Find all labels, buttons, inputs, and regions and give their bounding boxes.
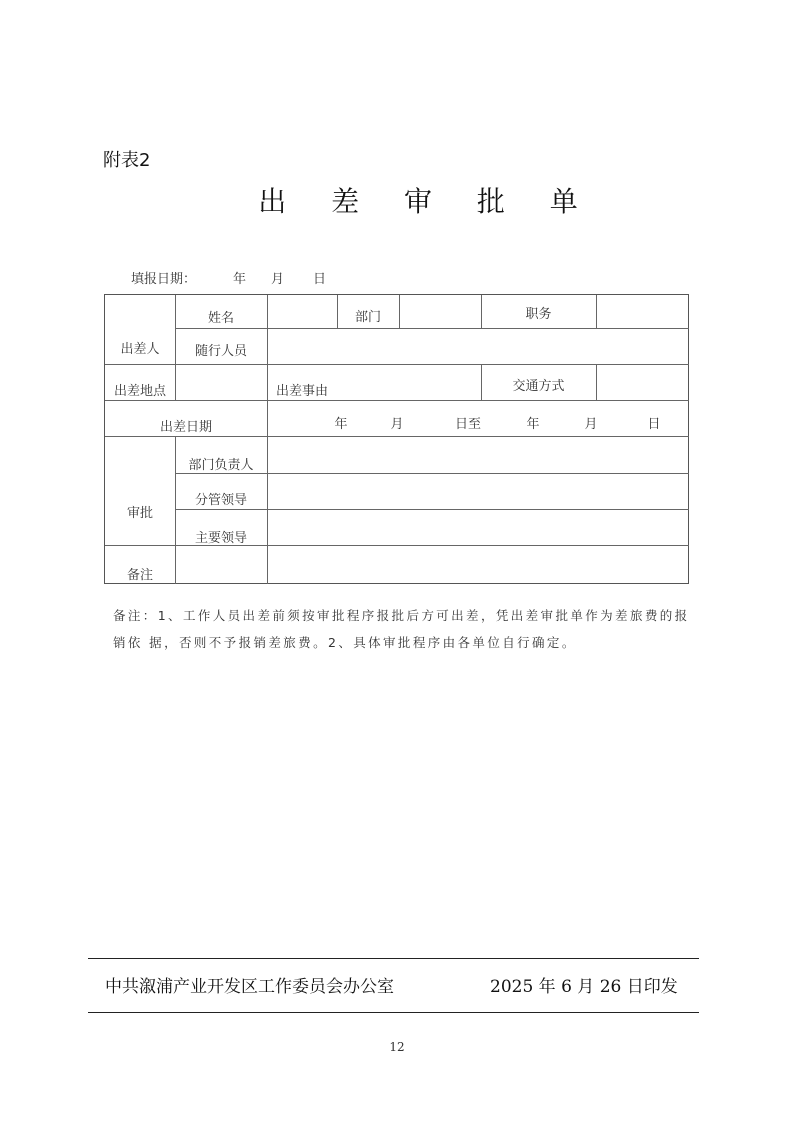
- note-line-2: 销依 据，否则不予报销差旅费。2、具体审批程序由各单位自行确定。: [113, 635, 577, 650]
- supervising-leader-label: 分管领导: [194, 492, 247, 508]
- col-line: [399, 295, 400, 328]
- col-line: [267, 295, 268, 584]
- col-line: [596, 295, 597, 328]
- date-from-month: 月: [390, 417, 404, 432]
- date-to-year: 年: [526, 417, 540, 432]
- fill-date-year: 年: [233, 272, 247, 287]
- date-from-year: 年: [334, 417, 348, 432]
- footer-bottom-rule: [88, 1012, 699, 1013]
- companions-label: 随行人员: [194, 344, 247, 359]
- footer-top-rule: [88, 958, 699, 959]
- dept-head-label: 部门负责人: [188, 458, 254, 473]
- position-label: 职务: [525, 307, 552, 322]
- fill-date-label: 填报日期：: [131, 272, 197, 287]
- fill-date-month: 月: [271, 272, 285, 287]
- travel-date-label: 出差日期: [159, 419, 212, 435]
- remarks-label: 备注: [126, 567, 153, 583]
- transport-label: 交通方式: [512, 378, 565, 394]
- attachment-label: 附表2: [103, 150, 151, 171]
- traveler-label: 出差人: [120, 342, 160, 357]
- approval-label: 审批: [126, 505, 153, 521]
- name-label: 姓名: [207, 310, 234, 326]
- page-number: 12: [389, 1040, 405, 1054]
- destination-label: 出差地点: [113, 383, 166, 399]
- form-title: 出 差 审 批 单: [258, 185, 596, 218]
- fill-date-day: 日: [313, 272, 327, 287]
- note-line-1: 备注：1、工作人员出差前须按审批程序报批后方可出差，凭出差审批单作为差旅费的报: [113, 608, 690, 623]
- purpose-label: 出差事由: [275, 383, 328, 399]
- approval-form-table: [104, 294, 689, 584]
- form-note: [113, 602, 693, 656]
- department-label: 部门: [354, 309, 381, 325]
- col-line: [596, 364, 597, 400]
- date-to-day: 日: [647, 417, 661, 432]
- footer-organization: 中共溆浦产业开发区工作委员会办公室: [105, 977, 394, 997]
- main-leader-label: 主要领导: [194, 530, 247, 546]
- date-to-month: 月: [584, 417, 598, 432]
- footer-issue-date: 2025 年 6 月 26 日印发: [490, 977, 678, 997]
- date-from-day-to: 日至: [454, 417, 481, 432]
